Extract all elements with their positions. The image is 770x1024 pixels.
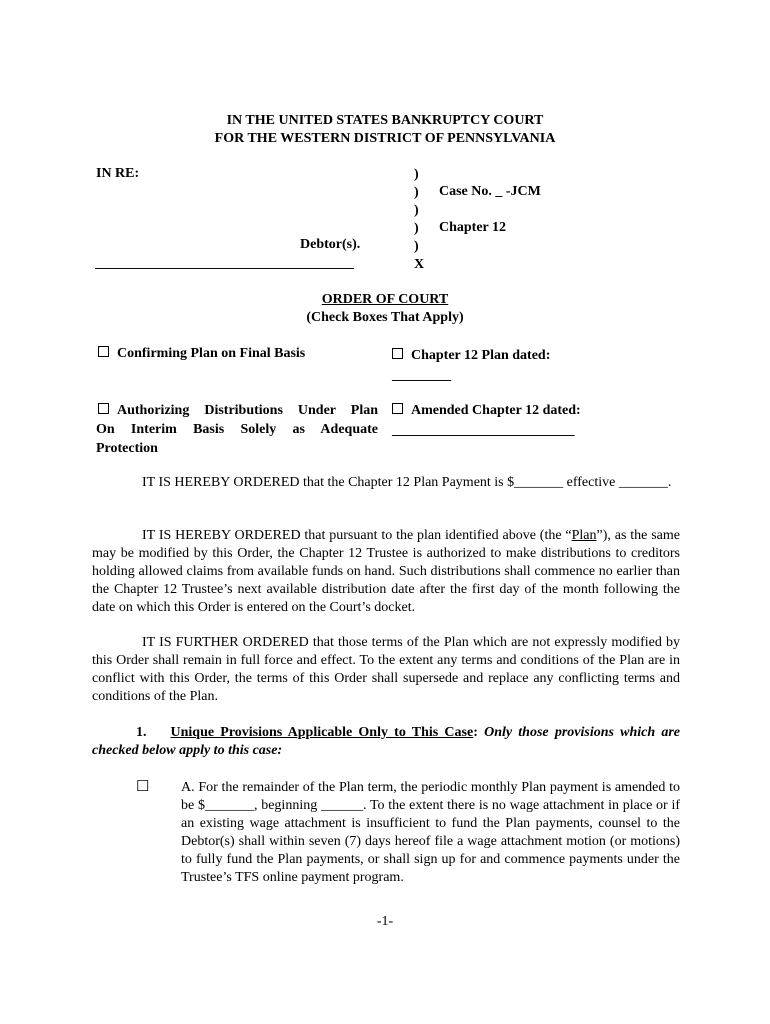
order-title: [0, 291, 770, 327]
paren: ): [414, 167, 419, 182]
option-amended[interactable]: [392, 401, 581, 441]
paragraph-distributions-a: IT IS HEREBY ORDERED that pursuant to the plan identified above (the “: [142, 528, 572, 543]
paragraph-distributions: [92, 527, 680, 617]
checkbox-icon[interactable]: [392, 403, 403, 414]
court-line-1: IN THE UNITED STATES BANKRUPTCY COURT: [226, 113, 544, 128]
paragraph-distributions-b: ”), as the same may be modified by this Order, the Chapter 12 Trustee is authorized to make distributions to creditors holding allowed claims from available funds on hand. Such distributions shall commence no earlier than the Chapter 12 Trustee’s next available distribution date after the first day of the month following the date on which this Order is entered on the Court’s docket.: [92, 528, 680, 615]
option-plan-dated[interactable]: [392, 346, 550, 386]
option-plan-dated-label: Chapter 12 Plan dated:: [411, 348, 551, 363]
provision-a-text: A. For the remainder of the Plan term, the periodic monthly Plan payment is amended to be $_______, beginning ______. To the extent there is no wage attachment in place or if an existing wage attachment is insufficient to fund the Plan payments, counsel to the Debtor(s) shall within seven (7) days hereof file a wage attachment motion (or motions) to fully fund the Plan payments, or shall sign up for and commence payments under the Trustee’s TFS online payment program.: [181, 780, 680, 885]
option-amended-label: Amended Chapter 12 dated:: [411, 403, 581, 418]
section-1-instruction: Only those provisions which are checked below apply to this case:: [92, 725, 681, 758]
paren: ): [414, 221, 419, 236]
plan-dated-blank: _________: [392, 368, 451, 383]
option-authorizing[interactable]: [98, 401, 378, 458]
checkbox-icon[interactable]: [98, 403, 109, 414]
section-1-colon: :: [473, 725, 478, 740]
paragraph-further-ordered: IT IS FURTHER ORDERED that those terms of the Plan which are not expressly modified by this Order shall remain in full force and effect. To the extent any terms and conditions of the Plan are in conflict with this Order, the terms of this Order shall supersede and replace any conflicting terms and conditions of the Plan.: [92, 635, 680, 704]
paren: ): [414, 185, 419, 200]
case-number: Case No. _ -JCM: [439, 184, 541, 199]
provision-a-checkbox[interactable]: ☐: [136, 779, 150, 795]
section-1-heading: [92, 724, 680, 760]
option-authorizing-line1: Authorizing Distributions Under Plan: [117, 403, 378, 418]
section-1-title: Unique Provisions Applicable Only to This Case: [170, 725, 474, 740]
in-re-label: IN RE:: [96, 166, 140, 181]
paragraph-plan-payment: IT IS HEREBY ORDERED that the Chapter 12 Plan Payment is $_______ effective _______.: [142, 475, 672, 490]
option-confirming[interactable]: [98, 346, 305, 362]
amended-blank: ____________________________: [392, 423, 574, 438]
caption-parens: [414, 166, 424, 274]
option-authorizing-line3: Protection: [96, 441, 158, 456]
page-number: -1-: [376, 914, 394, 929]
checkbox-icon[interactable]: [98, 346, 109, 357]
paren: ): [414, 239, 419, 254]
option-confirming-label: Confirming Plan on Final Basis: [117, 346, 306, 361]
section-1-number: 1.: [136, 725, 147, 740]
order-of-court-title: ORDER OF COURT: [321, 292, 449, 307]
chapter-label: Chapter 12: [439, 220, 507, 235]
debtor-signature-line: ___________________________________________: [95, 256, 353, 271]
court-line-2: FOR THE WESTERN DISTRICT OF PENNSYLVANIA: [214, 131, 556, 146]
option-authorizing-line2: On Interim Basis Solely as Adequate: [96, 422, 378, 437]
check-boxes-instruction: (Check Boxes That Apply): [306, 310, 464, 325]
checkbox-icon[interactable]: [392, 348, 403, 359]
paren: ): [414, 203, 419, 218]
court-header: [0, 112, 770, 148]
debtor-label: Debtor(s).: [300, 237, 361, 252]
plan-defined-term: Plan: [571, 528, 597, 543]
caption-x: X: [414, 257, 425, 272]
